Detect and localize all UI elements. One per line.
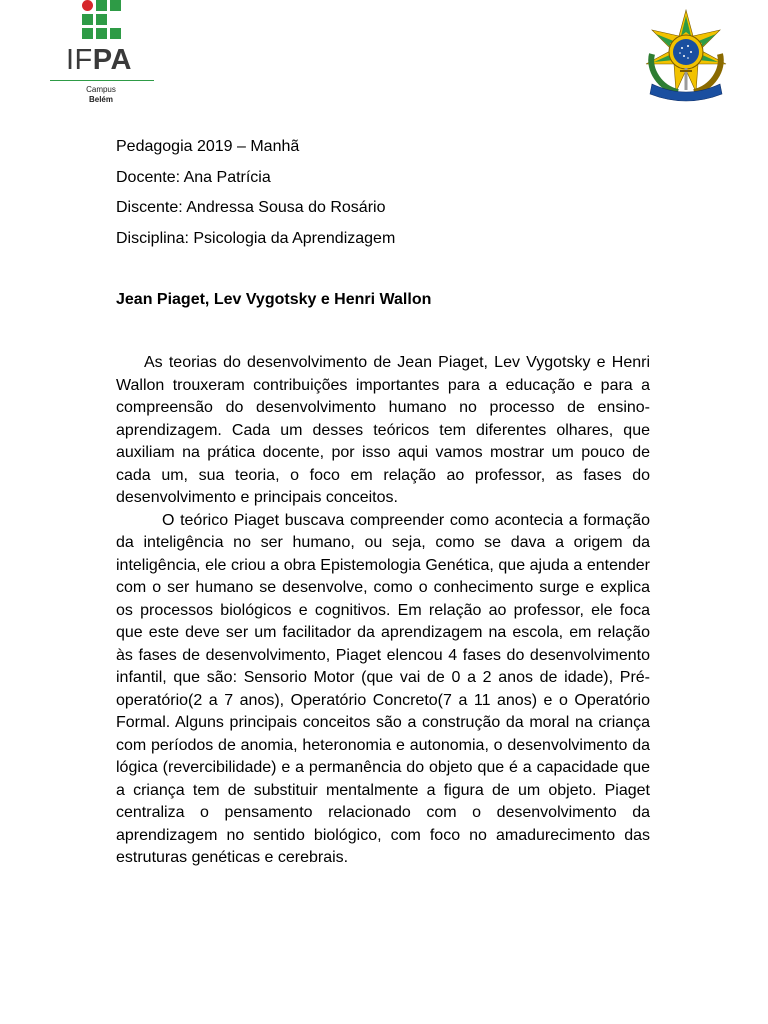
ifpa-wordmark [66,44,132,76]
ifpa-grid-icon [82,0,122,40]
brazil-coat-of-arms-icon [638,8,734,102]
logo-divider [50,80,154,81]
document-header-info [116,137,656,259]
ifpa-wordmark-light: IF [66,44,93,76]
ifpa-logo [48,0,156,110]
ifpa-wordmark-bold: PA [92,44,132,76]
campus-label: Campus [86,85,116,94]
campus-name: Belém [88,95,113,104]
course-line: Pedagogia 2019 – Manhã [116,138,300,155]
teacher-line: Docente: Ana Patrícia [116,168,271,186]
document-body [116,352,650,870]
student-line: Discente: Andressa Sousa do Rosário [116,199,386,216]
paragraph-piaget: O teórico Piaget buscava compreender como acontecia a formação da inteligência no ser humano, ou seja, como se dava a origem da inteligência, ele criou a obra Epistemologia Genética, que ajuda a entender com o ser humano se desenvolve, como o conhecimento surge e explica os processos biológicos e cognitivos. Em relação ao professor, ele foca que este deve ser um facilitador da aprendizagem na escola, em relação às fases de desenvolvimento, Piaget elencou 4 fases do desenvolvimento infantil, que são: Sensorio Motor (que vai de 0 a 2 anos de idade), Pré-operatório(2 a 7 anos), Operatório Concreto(7 a 11 anos) e o Operatório Formal. Alguns principais conceitos são a construção da moral na criança com períodos de anomia, heteronomia e autonomia, o desenvolvimento da lógica (revercibilidade) e a permanência do objeto que é a capacidade que a criança tem de substituir mentalmente a figura de um objeto. Piaget centraliza o pensamento relacionado com o desenvolvimento da aprendizagem no sentido biológico, com foco no amadurecimento das estruturas genéticas e cerebrais. [116,511,650,866]
subject-line: Disciplina: Psicologia da Aprendizagem [116,229,396,247]
paragraph-intro: As teorias do desenvolvimento de Jean Piaget, Lev Vygotsky e Henri Wallon trouxeram contribuições importantes para a educação e para a compreensão do desenvolvimento humano no processo de ensino-aprendizagem. Cada um desses teóricos tem diferentes olhares, que auxiliam na prática docente, por isso aqui vamos mostrar um pouco de cada um, sua teoria, o foco em relação ao professor, as fases do desenvolvimento e principais conceitos. [116,354,650,506]
document-title: Jean Piaget, Lev Vygotsky e Henri Wallon [116,291,432,308]
